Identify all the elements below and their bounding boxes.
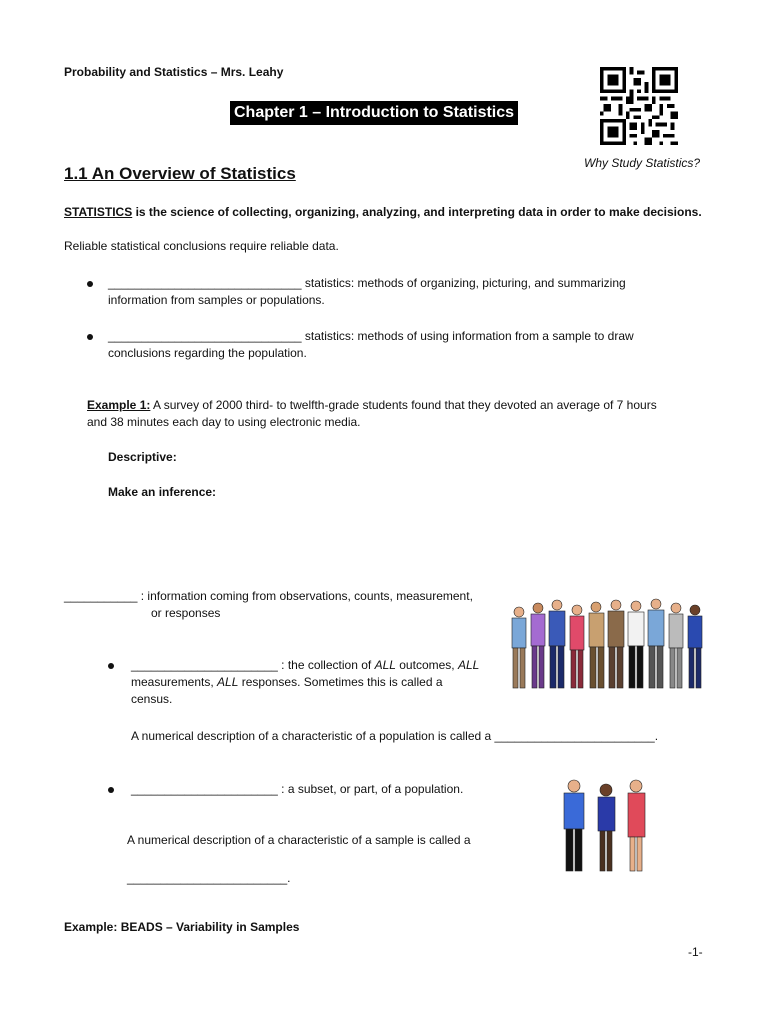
example-1 [87, 397, 707, 414]
sample-text: : a subset, or part, of a population. [277, 782, 464, 796]
statistics-definition [64, 205, 702, 219]
bullet-text-cont: information from samples or populations. [108, 293, 325, 307]
bullet-text-cont: conclusions regarding the population. [108, 346, 307, 360]
bullet-dot [108, 787, 114, 793]
data-definition-text: : information coming from observations, counts, measurement, [137, 589, 473, 603]
sample-people-icon [556, 778, 654, 874]
beads-example: Example: BEADS – Variability in Samples [64, 920, 300, 934]
bullet-text: statistics: methods of organizing, picturing, and summarizing [301, 276, 626, 290]
bullet-text: statistics: methods of using information from a sample to draw [301, 329, 634, 343]
bullet-dot [87, 281, 93, 287]
inferential-bullet [108, 328, 634, 362]
page-number: -1- [688, 945, 703, 959]
data-definition [64, 588, 473, 605]
statistic-blank: ________________________. [127, 871, 291, 885]
bullet-dot [87, 334, 93, 340]
population-text: outcomes, [395, 658, 458, 672]
statistic-sentence: A numerical description of a characteristic of a sample is called a [127, 833, 471, 847]
population-people-icon [505, 598, 715, 694]
population-text: measurements, [131, 675, 218, 689]
example-label: Example 1: [87, 398, 151, 412]
fill-in-blank: ______________________ [131, 658, 278, 672]
emphasis-all: ALL [374, 658, 396, 672]
emphasis-all: ALL [217, 675, 239, 689]
fill-in-blank: _____________________________ [108, 329, 302, 343]
population-text: responses. Sometimes this is called a [238, 675, 443, 689]
inference-prompt: Make an inference: [108, 485, 217, 499]
parameter-sentence: A numerical description of a characteristic of a population is called a ________________________. [131, 729, 659, 743]
sample-definition [131, 781, 463, 798]
qr-caption: Why Study Statistics? [584, 156, 701, 170]
example-text: A survey of 2000 third- to twelfth-grade students found that they devoted an average of 7 hours [150, 398, 657, 412]
section-heading: 1.1 An Overview of Statistics [64, 164, 296, 183]
chapter-title: Chapter 1 – Introduction to Statistics [230, 101, 518, 125]
population-text: census. [131, 692, 173, 706]
reliable-data-note: Reliable statistical conclusions require reliable data. [64, 239, 339, 253]
descriptive-prompt: Descriptive: [108, 450, 177, 464]
population-text: : the collection of [277, 658, 375, 672]
definition-text: is the science of collecting, organizing, analyzing, and interpreting data in order to make decisions. [132, 205, 702, 219]
descriptive-bullet [108, 275, 626, 309]
definition-term: STATISTICS [64, 205, 133, 219]
emphasis-all: ALL [457, 658, 480, 672]
population-definition [131, 657, 479, 708]
course-header: Probability and Statistics – Mrs. Leahy [64, 65, 284, 79]
example-text-cont: and 38 minutes each day to using electronic media. [87, 415, 361, 429]
fill-in-blank: _____________________________ [108, 276, 302, 290]
fill-in-blank: ___________ [64, 589, 138, 603]
data-definition-cont: or responses [151, 606, 221, 620]
bullet-dot [108, 663, 114, 669]
qr-code-icon[interactable] [600, 67, 678, 145]
fill-in-blank: ______________________ [131, 782, 278, 796]
